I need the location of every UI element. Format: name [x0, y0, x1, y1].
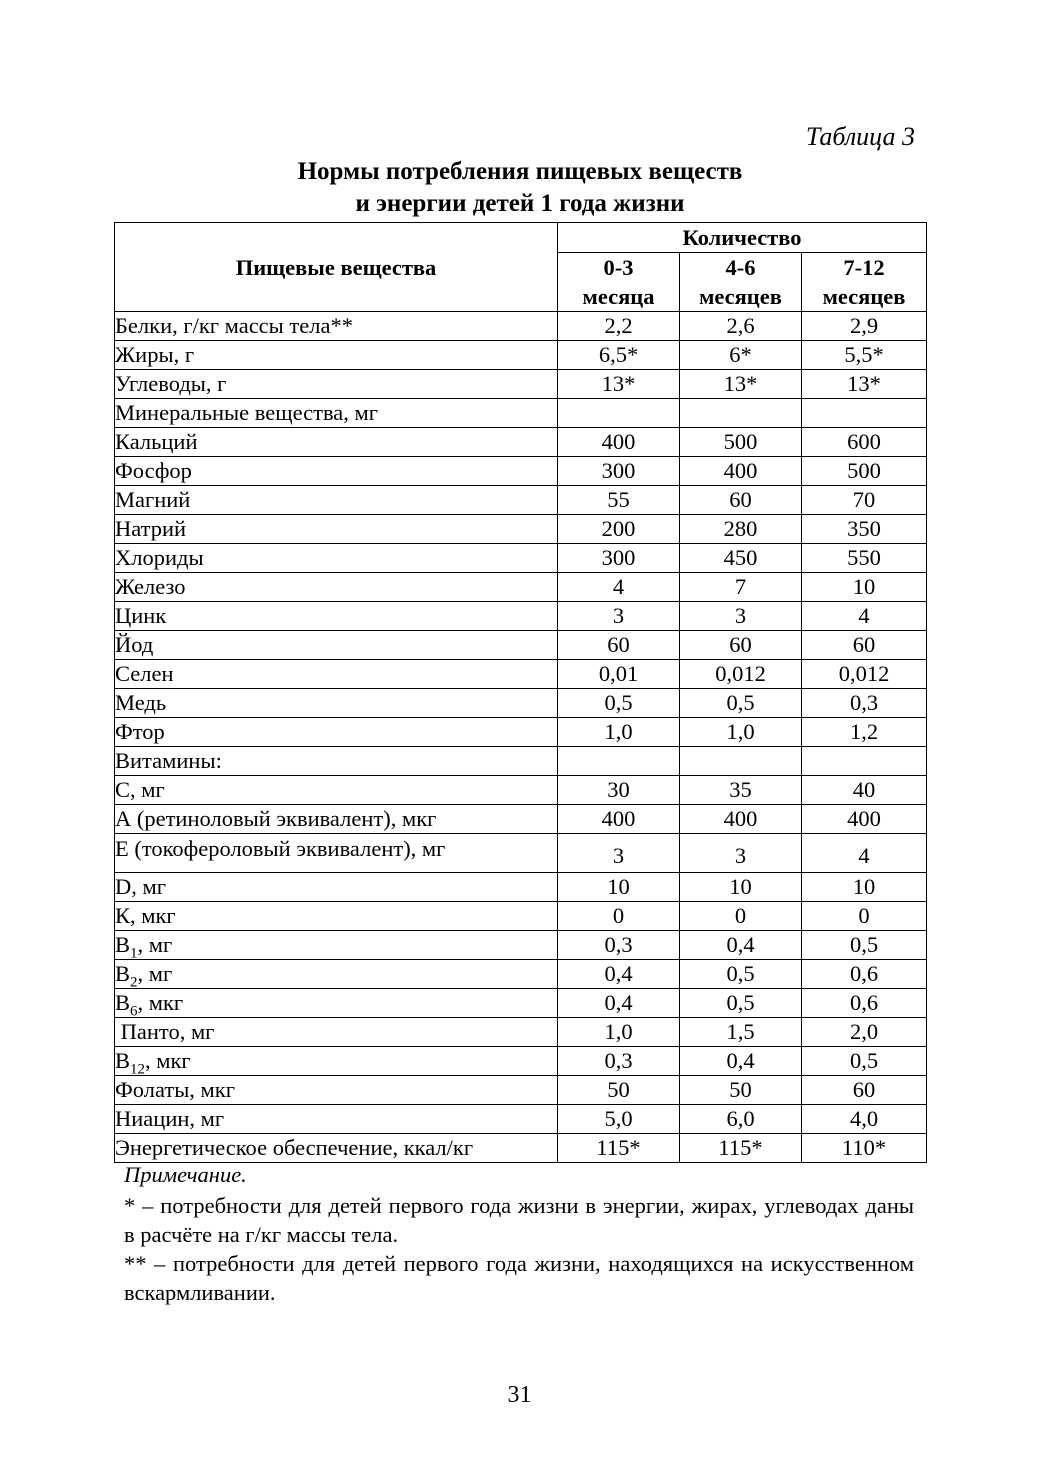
table-row	[115, 573, 927, 602]
nutrient-name	[115, 457, 558, 486]
nutrient-name	[115, 341, 558, 370]
value-cell: 400	[680, 805, 802, 834]
table-row	[115, 689, 927, 718]
nutrient-name-text: Фосфор	[115, 458, 192, 483]
value-cell: 0,6	[802, 960, 927, 989]
note-single-asterisk: * – потребности для детей первого года жизни в энергии, жирах, углеводах даны в расчёте на г/кг массы тела.	[124, 1193, 914, 1247]
value-cell: 50	[558, 1076, 680, 1105]
value-cell	[680, 747, 802, 776]
period-range: 4-6	[725, 255, 756, 280]
value-cell: 0,5	[802, 931, 927, 960]
value-cell: 7	[680, 573, 802, 602]
nutrient-name-text: А (ретиноловый эквивалент), мкг	[115, 806, 437, 831]
value-cell: 400	[802, 805, 927, 834]
value-cell: 0,5	[680, 989, 802, 1018]
value-cell: 1,0	[680, 718, 802, 747]
nutrient-name-text: Фтор	[115, 719, 165, 744]
table-row	[115, 834, 927, 873]
value-cell: 110*	[802, 1134, 927, 1163]
nutrient-name-text: B	[115, 961, 131, 986]
table-row	[115, 718, 927, 747]
value-cell: 13*	[802, 370, 927, 399]
nutrient-name	[115, 902, 558, 931]
nutrient-name	[115, 1076, 558, 1105]
value-cell: 55	[558, 486, 680, 515]
value-cell: 13*	[558, 370, 680, 399]
nutrient-name-text: Белки, г/кг массы тела**	[115, 313, 353, 338]
nutrient-name-text: Витамины:	[115, 748, 222, 773]
nutrient-name-text: Минеральные вещества, мг	[115, 400, 378, 425]
nutrient-name	[115, 834, 558, 873]
nutrient-name-text: Жиры, г	[115, 342, 195, 367]
value-cell: 13*	[680, 370, 802, 399]
nutrient-unit: , мг	[137, 961, 173, 986]
nutrient-name	[115, 312, 558, 341]
value-cell: 0,5	[558, 689, 680, 718]
value-cell: 450	[680, 544, 802, 573]
nutrient-name	[115, 631, 558, 660]
value-cell: 0,5	[680, 960, 802, 989]
nutrient-name	[115, 1105, 558, 1134]
period-unit: месяцев	[822, 284, 906, 309]
value-cell: 0	[802, 902, 927, 931]
value-cell: 6*	[680, 341, 802, 370]
value-cell: 6,5*	[558, 341, 680, 370]
nutrient-name	[115, 873, 558, 902]
value-cell: 6,0	[680, 1105, 802, 1134]
value-cell: 0,6	[802, 989, 927, 1018]
value-cell: 0,3	[802, 689, 927, 718]
value-cell: 400	[680, 457, 802, 486]
value-cell: 400	[558, 428, 680, 457]
table-row	[115, 457, 927, 486]
value-cell: 40	[802, 776, 927, 805]
value-cell	[802, 399, 927, 428]
nutrient-name-text: D, мг	[115, 874, 166, 899]
value-cell: 4,0	[802, 1105, 927, 1134]
value-cell: 3	[558, 602, 680, 631]
value-cell: 0,4	[558, 960, 680, 989]
table-row	[115, 776, 927, 805]
nutrient-name-text: Панто, мг	[115, 1019, 215, 1044]
table-row	[115, 515, 927, 544]
value-cell: 300	[558, 457, 680, 486]
header-quantity: Количество	[558, 223, 927, 253]
nutrient-name	[115, 370, 558, 399]
period-unit: месяцев	[699, 284, 782, 309]
table-body	[115, 312, 927, 1163]
nutrient-name	[115, 573, 558, 602]
nutrient-name	[115, 428, 558, 457]
nutrient-name	[115, 1047, 558, 1076]
nutrient-name	[115, 776, 558, 805]
nutrient-name	[115, 486, 558, 515]
value-cell: 500	[802, 457, 927, 486]
nutrient-name-text: Селен	[115, 661, 174, 686]
value-cell: 60	[680, 631, 802, 660]
page-number: 31	[507, 1382, 532, 1408]
table-row	[115, 1047, 927, 1076]
nutrient-name-text: B	[115, 1048, 131, 1073]
table-row	[115, 1105, 927, 1134]
table-row	[115, 1018, 927, 1047]
value-cell: 10	[680, 873, 802, 902]
nutrient-name-text: Медь	[115, 690, 167, 715]
table-row	[115, 960, 927, 989]
table-row	[115, 1134, 927, 1163]
header-period-4-6	[680, 253, 802, 312]
value-cell: 60	[558, 631, 680, 660]
value-cell: 0	[558, 902, 680, 931]
table-row	[115, 747, 927, 776]
period-range: 7-12	[843, 255, 885, 280]
value-cell: 0,01	[558, 660, 680, 689]
value-cell: 2,0	[802, 1018, 927, 1047]
nutrient-unit: , мкг	[145, 1048, 191, 1073]
value-cell: 4	[802, 834, 927, 873]
nutrient-name-text: Железо	[115, 574, 186, 599]
value-cell: 0,4	[558, 989, 680, 1018]
value-cell: 30	[558, 776, 680, 805]
nutrient-unit: , мг	[137, 932, 173, 957]
value-cell: 0,012	[802, 660, 927, 689]
value-cell: 3	[558, 834, 680, 873]
period-range: 0-3	[603, 255, 634, 280]
header-period-7-12	[802, 253, 927, 312]
value-cell: 0,3	[558, 1047, 680, 1076]
nutrient-name-text: Йод	[115, 632, 154, 657]
header-period-0-3	[558, 253, 680, 312]
value-cell: 200	[558, 515, 680, 544]
value-cell: 10	[802, 573, 927, 602]
nutrient-name-text: Углеводы, г	[115, 371, 227, 396]
value-cell: 4	[802, 602, 927, 631]
value-cell: 35	[680, 776, 802, 805]
value-cell: 3	[680, 834, 802, 873]
nutrient-name	[115, 747, 558, 776]
nutrient-name	[115, 602, 558, 631]
value-cell: 2,6	[680, 312, 802, 341]
nutrient-subscript: 2	[130, 974, 138, 991]
nutrient-name-text: Натрий	[115, 516, 187, 541]
nutrient-name-text: Фолаты, мкг	[115, 1077, 235, 1102]
value-cell: 550	[802, 544, 927, 573]
value-cell: 1,5	[680, 1018, 802, 1047]
table-row	[115, 660, 927, 689]
table-row	[115, 989, 927, 1018]
nutrient-subscript: 12	[130, 1061, 146, 1078]
value-cell: 3	[680, 602, 802, 631]
note-double-asterisk: ** – потребности для детей первого года жизни, находящихся на искусственном вскармливании.	[124, 1251, 914, 1305]
nutrient-name-text: Цинк	[115, 603, 167, 628]
value-cell: 400	[558, 805, 680, 834]
table-row	[115, 312, 927, 341]
header-nutrients: Пищевые вещества	[115, 223, 558, 312]
value-cell: 1,0	[558, 1018, 680, 1047]
nutrient-name-text: С, мг	[115, 777, 165, 802]
nutrient-name-text: Хлориды	[115, 545, 204, 570]
value-cell: 350	[802, 515, 927, 544]
nutrient-name	[115, 989, 558, 1018]
value-cell: 60	[802, 1076, 927, 1105]
value-cell: 50	[680, 1076, 802, 1105]
value-cell: 500	[680, 428, 802, 457]
nutrient-name-text: Ниацин, мг	[115, 1106, 225, 1131]
nutrient-name-text: B	[115, 932, 131, 957]
value-cell: 2,2	[558, 312, 680, 341]
table-row	[115, 805, 927, 834]
value-cell: 5,0	[558, 1105, 680, 1134]
table-title	[114, 156, 926, 220]
value-cell: 60	[680, 486, 802, 515]
nutrient-name	[115, 805, 558, 834]
nutrient-subscript: 1	[130, 945, 138, 962]
value-cell: 1,0	[558, 718, 680, 747]
table-caption: Таблица 3	[805, 122, 915, 151]
nutrient-name	[115, 399, 558, 428]
nutrient-name-text: Энергетическое обеспечение, ккал/кг	[115, 1135, 474, 1160]
value-cell: 10	[558, 873, 680, 902]
nutrient-norms-table	[114, 222, 927, 1163]
nutrient-subscript: 6	[130, 1003, 138, 1020]
nutrient-name	[115, 718, 558, 747]
value-cell: 0,4	[680, 1047, 802, 1076]
value-cell: 0	[680, 902, 802, 931]
value-cell: 0,5	[802, 1047, 927, 1076]
table-row	[115, 631, 927, 660]
nutrient-name	[115, 660, 558, 689]
value-cell: 60	[802, 631, 927, 660]
value-cell	[558, 747, 680, 776]
period-unit: месяца	[582, 284, 655, 309]
value-cell	[558, 399, 680, 428]
table-row	[115, 486, 927, 515]
table-row	[115, 873, 927, 902]
table-row	[115, 428, 927, 457]
nutrient-name-text: Е (токофероловый эквивалент), мг	[115, 836, 446, 861]
table-title-line-1: Нормы потребления пищевых веществ	[297, 158, 743, 185]
value-cell: 0,5	[680, 689, 802, 718]
nutrient-name-text: Магний	[115, 487, 191, 512]
value-cell: 300	[558, 544, 680, 573]
nutrient-name	[115, 931, 558, 960]
nutrient-unit: , мкг	[137, 990, 184, 1015]
nutrient-name	[115, 689, 558, 718]
value-cell: 600	[802, 428, 927, 457]
value-cell: 0,012	[680, 660, 802, 689]
value-cell: 70	[802, 486, 927, 515]
table-row	[115, 931, 927, 960]
nutrient-name-text: B	[115, 990, 131, 1015]
nutrient-name	[115, 515, 558, 544]
table-row	[115, 399, 927, 428]
value-cell	[802, 747, 927, 776]
note-title: Примечание.	[124, 1162, 247, 1187]
value-cell: 0,4	[680, 931, 802, 960]
nutrient-name	[115, 1018, 558, 1047]
table-row	[115, 602, 927, 631]
value-cell: 0,3	[558, 931, 680, 960]
nutrient-name	[115, 1134, 558, 1163]
value-cell: 4	[558, 573, 680, 602]
value-cell	[680, 399, 802, 428]
value-cell: 115*	[558, 1134, 680, 1163]
value-cell: 1,2	[802, 718, 927, 747]
table-row	[115, 544, 927, 573]
nutrient-name-text: Кальций	[115, 429, 198, 454]
table-row	[115, 902, 927, 931]
table-row	[115, 1076, 927, 1105]
value-cell: 280	[680, 515, 802, 544]
value-cell: 115*	[680, 1134, 802, 1163]
table-row	[115, 341, 927, 370]
nutrient-name	[115, 544, 558, 573]
table-row	[115, 370, 927, 399]
nutrient-name-text: К, мкг	[115, 903, 176, 928]
value-cell: 2,9	[802, 312, 927, 341]
nutrient-name	[115, 960, 558, 989]
value-cell: 5,5*	[802, 341, 927, 370]
table-title-line-2: и энергии детей 1 года жизни	[355, 190, 685, 217]
value-cell: 10	[802, 873, 927, 902]
